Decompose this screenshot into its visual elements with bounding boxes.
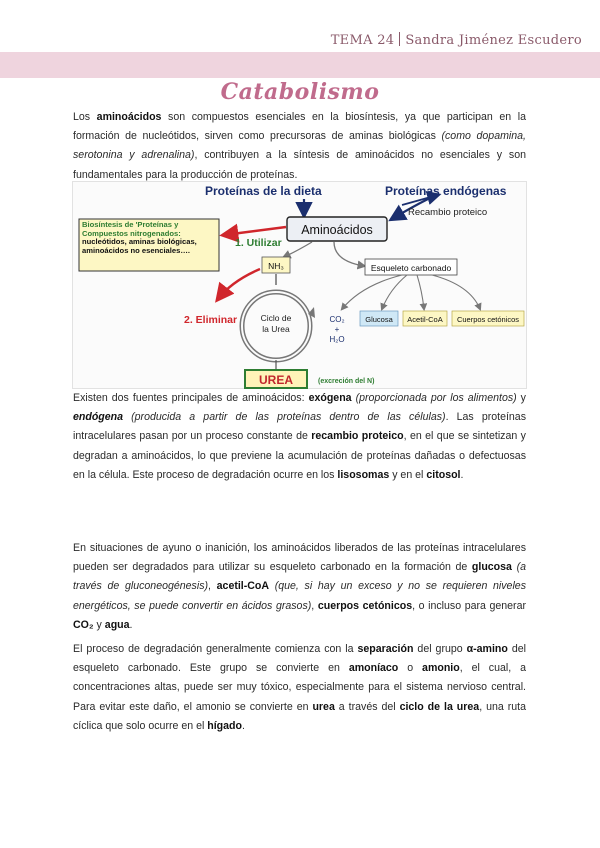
label-use: 1. Utilizar — [235, 237, 282, 249]
arrow-to-acetyl — [417, 275, 424, 309]
arrow-to-ketones — [432, 275, 480, 309]
text-run: (producida a partir de las proteínas dentro de las células) — [131, 411, 446, 424]
label-nh3: NH₃ — [268, 261, 284, 271]
text-run: . — [460, 468, 464, 481]
header-author: Sandra Jiménez Escudero — [405, 33, 582, 48]
paragraph-intro — [73, 108, 526, 185]
text-run: (como dopamina, serotonina y adrenalina) — [73, 130, 526, 162]
diagram-svg — [72, 181, 527, 389]
text-run: , una ruta cíclica que solo ocurre en el — [73, 700, 526, 732]
label-endogenous-proteins: Proteínas endógenas — [385, 184, 507, 198]
arrow-to-co2 — [342, 275, 402, 309]
text-run: exógena — [308, 392, 352, 404]
text-run: , en el que se sintetizan y degradan a aminoácidos, lo que previene la acumulación de proteínas dañadas o defectuosas en la célula. Este proceso de degradación ocurre en los — [73, 430, 526, 481]
label-plus: + — [334, 325, 340, 334]
text-run: lisosomas — [337, 468, 390, 481]
label-carbon-skeleton: Esqueleto carbonado — [370, 263, 452, 273]
text-run: cuerpos cetónicos — [317, 599, 413, 612]
text-run: Los — [73, 111, 97, 123]
label-biosynthesis-body: nucleótidos, aminas biológicas, aminoácidos no esenciales…. — [82, 237, 197, 255]
text-run: recambio proteico — [311, 430, 404, 443]
text-run — [123, 411, 131, 423]
header-title — [331, 32, 582, 48]
text-run: y en el — [389, 468, 427, 481]
text-run: ciclo de la urea — [399, 700, 480, 713]
label-biosynthesis-title: Biosíntesis de 'Proteínas y Compuestos nitrogenados: — [82, 221, 181, 238]
text-run: α-amino — [466, 643, 508, 655]
text-run: endógena — [73, 411, 124, 424]
text-run: agua — [104, 618, 130, 631]
arrow-eliminate — [218, 269, 260, 299]
text-run: urea — [312, 700, 335, 713]
arrow-aa-to-skeleton — [334, 242, 364, 266]
text-run: o — [398, 662, 423, 675]
label-co2: CO₂ — [329, 315, 345, 324]
text-run: separación — [357, 643, 414, 655]
text-run: En situaciones de ayuno o inanición, los aminoácidos liberados de las proteínas intracelulares pueden ser degradados para utilizar su esqueleto carbonado en la formación de — [73, 542, 526, 574]
text-run: (que, si hay un exceso y no se requieren niveles energéticos, se puede convertir en ácidos grasos) — [73, 580, 526, 612]
header-topic: TEMA 24 — [330, 33, 395, 48]
label-protein-turnover: Recambio proteico — [408, 207, 488, 218]
label-ketone-bodies: Cuerpos cetónicos — [456, 315, 520, 324]
label-urea-cycle-2: la Urea — [262, 324, 290, 334]
header-separator — [399, 32, 400, 46]
text-run: , — [208, 580, 217, 593]
text-run: . — [242, 719, 245, 732]
page-title: Catabolismo — [220, 79, 380, 105]
text-run: glucosa — [471, 561, 512, 574]
biosynthesis-text-wrap — [82, 221, 218, 271]
text-run: Existen dos fuentes principales de aminoácidos: — [73, 392, 309, 404]
paragraph-fasting — [73, 539, 526, 635]
text-run: . — [129, 618, 133, 631]
text-run: del grupo — [413, 643, 467, 655]
header-band — [0, 52, 600, 78]
text-run: acetil-CoA — [216, 580, 270, 593]
text-run: citosol — [426, 468, 461, 481]
text-run: a través del — [334, 700, 400, 713]
text-run: CO₂ — [73, 618, 94, 631]
label-amino-acids: Aminoácidos — [301, 223, 373, 237]
paragraph-degradation — [73, 640, 526, 736]
label-glucose: Glucosa — [365, 315, 393, 324]
text-run: amonio — [422, 662, 460, 675]
label-eliminate: 2. Eliminar — [184, 314, 238, 326]
text-run: son compuestos esenciales en la biosíntesis, ya que participan en la formación de nucleótidos, sirven como precursoras de aminas biológicas — [73, 111, 526, 143]
text-run: y — [516, 392, 526, 404]
arrow-aa-to-nh3 — [284, 242, 312, 257]
text-run: El proceso de degradación generalmente comienza con la — [73, 643, 358, 655]
label-urea: UREA — [258, 373, 294, 387]
label-excretion: (excreción del N) — [318, 378, 375, 385]
page-header — [0, 0, 600, 78]
text-run: . Las proteínas intracelulares pasan por un proceso constante de — [73, 411, 526, 443]
text-run: , contribuyen a la síntesis de aminoácidos no esenciales y son fundamentales para la producción de proteínas. — [73, 149, 526, 181]
text-run: , — [311, 599, 318, 612]
arrow-aa-to-biosynthesis — [224, 227, 286, 235]
catabolism-diagram — [72, 181, 527, 389]
label-diet-proteins: Proteínas de la dieta — [205, 184, 322, 198]
label-h2o: H₂O — [329, 335, 345, 344]
text-run: (a través de gluconeogénesis) — [73, 561, 527, 593]
text-run: amoníaco — [348, 662, 399, 675]
label-acetyl-coa: Acetil-CoA — [407, 315, 443, 324]
text-run: hígado — [207, 719, 242, 732]
text-run: aminoácidos — [96, 111, 162, 123]
text-run: del esqueleto carbonado. Este grupo se convierte en — [73, 643, 526, 675]
text-run: (proporcionada por los alimentos) — [355, 392, 517, 404]
label-urea-cycle-1: Ciclo de — [260, 313, 292, 323]
paragraph-sources — [73, 389, 526, 485]
text-run: , el cual, a concentraciones altas, puede ser muy tóxico, especialmente para el sistema nervioso central. Para evitar este daño, el amonio se convierte en — [73, 662, 527, 713]
text-run — [73, 411, 123, 423]
text-run: , o incluso para generar — [412, 599, 526, 612]
text-run: y — [93, 618, 105, 631]
